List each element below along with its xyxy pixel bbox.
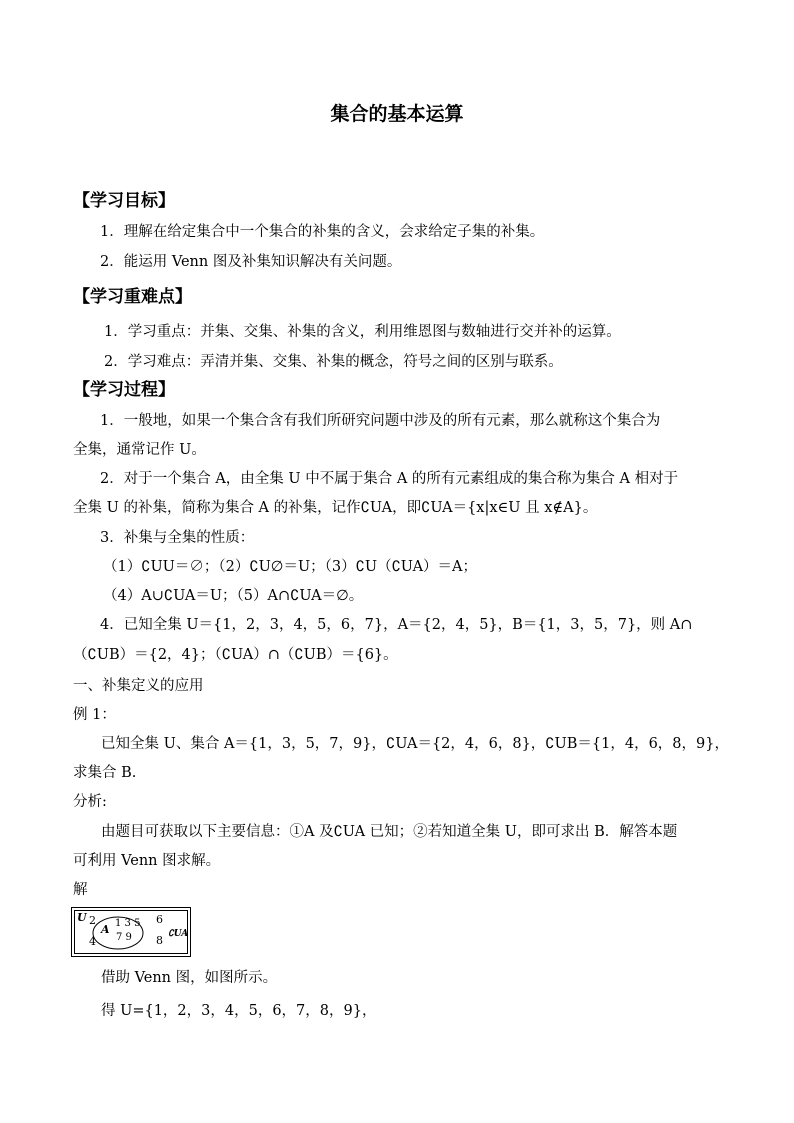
example-label: 例 1：	[73, 707, 116, 723]
key-point-item-1: 1．学习重点：并集、交集、补集的含义，利用维恩图与数轴进行交并补的运算。	[104, 324, 621, 340]
example-line-2: 求集合 B.	[73, 765, 137, 781]
process-line-3: 2．对于一个集合 A，由全集 U 中不属于集合 A 的所有元素组成的集合称为集合 A 相对于	[100, 471, 679, 487]
solution-line-1: 借助 Venn 图，如图所示。	[101, 970, 278, 986]
venn-label-a: A	[101, 923, 110, 936]
page-title: 集合的基本运算	[330, 103, 464, 125]
goal-item-1: 1．理解在给定集合中一个集合的补集的含义，会求给定子集的补集。	[100, 224, 545, 240]
application-heading: 一、补集定义的应用	[73, 678, 204, 694]
venn-element-4: 4	[89, 935, 96, 948]
venn-elements-inside-top: 1 3 5	[115, 918, 141, 929]
solution-label: 解	[73, 882, 88, 898]
process-line-5: 3．补集与全集的性质：	[100, 530, 255, 546]
venn-element-6: 6	[156, 913, 163, 926]
venn-element-2: 2	[89, 914, 96, 927]
key-point-item-2: 2．学习难点：弄清并集、交集、补集的概念，符号之间的区别与联系。	[104, 354, 563, 370]
venn-elements-inside-bottom: 7 9	[116, 932, 132, 943]
process-line-2: 全集，通常记作 U。	[73, 442, 206, 458]
example-line-1: 已知全集 U、集合 A＝{1，3，5，7，9}，∁UA＝{2，4，6，8}，∁UB＝{1，4，6，8，9}，	[101, 736, 729, 752]
venn-label-complement: ∁UA	[168, 929, 189, 939]
goal-item-2: 2．能运用 Venn 图及补集知识解决有关问题。	[100, 254, 402, 270]
process-line-6: （1）∁UU＝∅；（2）∁U∅＝U；（3）∁U（∁UA）＝A；	[103, 559, 478, 575]
process-line-1: 1．一般地，如果一个集合含有我们所研究问题中涉及的所有元素，那么就称这个集合为	[100, 413, 661, 429]
section-heading-process: 【学习过程】	[73, 380, 175, 400]
process-line-8: 4．已知全集 U＝{1，2，3，4，5，6，7}，A＝{2，4，5}，B＝{1，3，5，7}，则 A∩	[100, 617, 693, 633]
analysis-line-1: 由题目可获取以下主要信息：①A 及∁UA 已知；②若知道全集 U，即可求出 B．解答本题	[101, 824, 678, 840]
venn-element-8: 8	[156, 934, 163, 947]
analysis-label: 分析:	[73, 794, 107, 810]
analysis-line-2: 可利用 Venn 图求解。	[73, 853, 221, 869]
process-line-7: （4）A∪∁UA＝U；（5）A∩∁UA＝∅。	[103, 588, 364, 604]
venn-label-u: U	[77, 911, 87, 924]
process-line-9: （∁UB）＝{2，4}；（∁UA）∩（∁UB）＝{6}。	[73, 647, 398, 663]
venn-diagram	[71, 907, 191, 957]
section-heading-goals: 【学习目标】	[73, 191, 175, 211]
solution-line-2: 得 U={1，2，3，4，5，6，7，8，9}，	[101, 1003, 377, 1019]
section-heading-key-points: 【学习重难点】	[73, 287, 192, 307]
process-line-4: 全集 U 的补集，简称为集合 A 的补集，记作∁UA，即∁UA＝{x|x∈U 且 x∉A}。	[73, 500, 598, 516]
